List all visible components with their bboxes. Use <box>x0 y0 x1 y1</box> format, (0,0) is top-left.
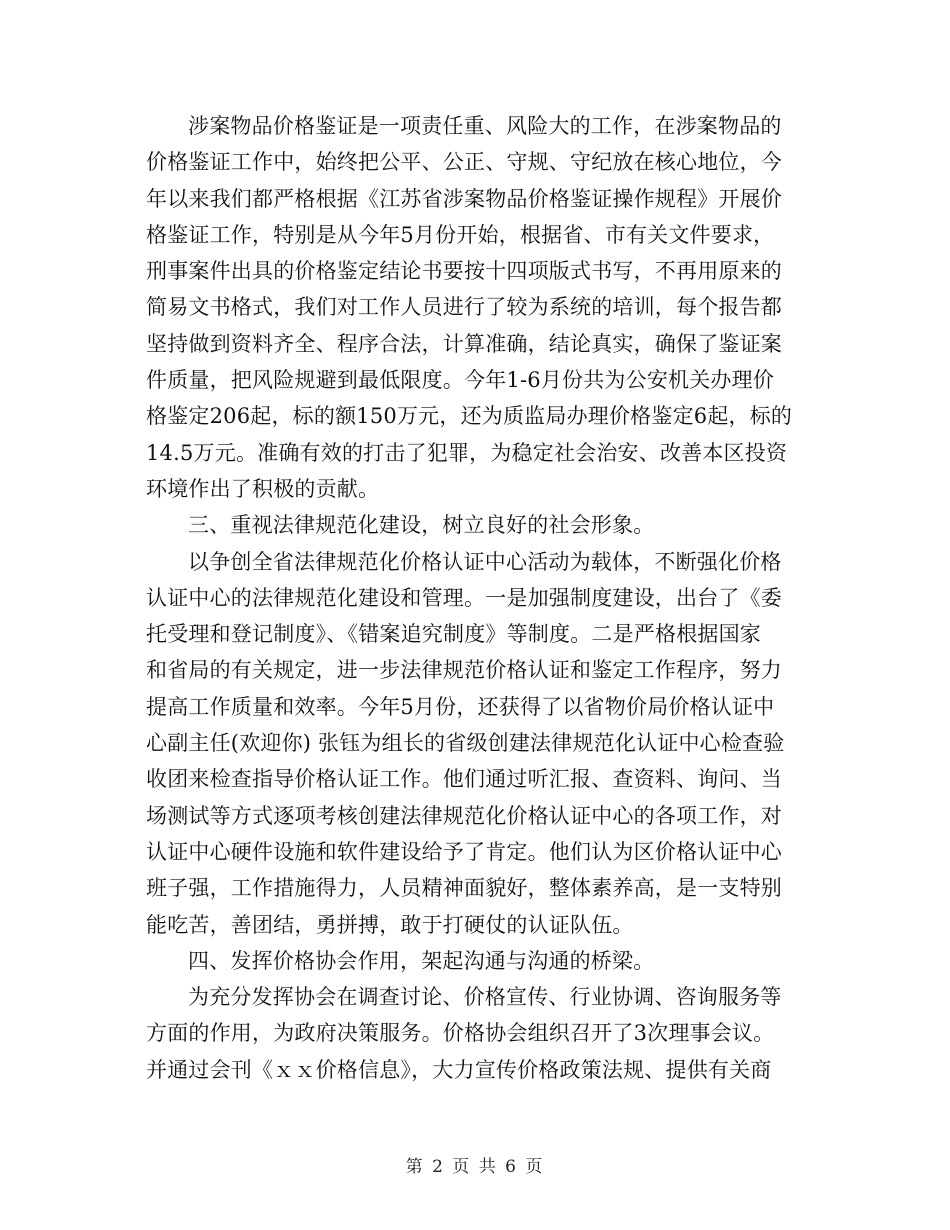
text-line: 件质量，把风险规避到最低限度。今年1-6月份共为公安机关办理价 <box>146 368 775 393</box>
text-line: 涉案物品价格鉴证是一项责任重、风险大的工作，在涉案物品的 <box>188 114 782 138</box>
text-line: 班子强，工作措施得力，人员精神面貌好，整体素养高，是一支特别 <box>146 876 782 901</box>
text-line: 年以来我们都严格根据《江苏省涉案物品价格鉴证操作规程》开展价 <box>146 186 782 211</box>
text-line: 方面的作用，为政府决策服务。价格协会组织召开了3次理事会议。 <box>146 1021 775 1046</box>
text-line: 简易文书格式，我们对工作人员进行了较为系统的培训，每个报告都 <box>146 295 782 320</box>
text-line: 托受理和登记制度》、《错案追究制度》等制度。二是严格根据国家 <box>146 622 761 647</box>
text-line: 为充分发挥协会在调查讨论、价格宣传、行业协调、咨询服务等 <box>188 985 782 1010</box>
text-line: 环境作出了积极的贡献。 <box>146 476 380 501</box>
text-line: 和省局的有关规定，进一步法律规范价格认证和鉴定工作程序，努力 <box>146 658 782 683</box>
document-body <box>146 108 806 1088</box>
text-line: 坚持做到资料齐全、程序合法，计算准确，结论真实，确保了鉴证案 <box>146 331 782 356</box>
text-line: 心副主任(欢迎你) 张钰为组长的省级创建法律规范化认证中心检查验 <box>146 731 785 756</box>
text-line: 格鉴定206起，标的额150万元，还为质监局办理价格鉴定6起，标的 <box>146 404 793 429</box>
text-line: 提高工作质量和效率。今年5月份，还获得了以省物价局价格认证中 <box>146 694 775 719</box>
text-line: 能吃苦，善团结，勇拼搏，敢于打硬仗的认证队伍。 <box>146 912 634 937</box>
text-line: 价格鉴证工作中，始终把公平、公正、守规、守纪放在核心地位，今 <box>146 150 782 175</box>
text-line: 三、重视法律规范化建设，树立良好的社会形象。 <box>188 513 655 538</box>
text-line: 14.5万元。准确有效的打击了犯罪，为稳定社会治安、改善本区投资 <box>146 440 788 465</box>
text-line: 并通过会刊《ｘｘ价格信息》，大力宣传价格政策法规、提供有关商 <box>146 1057 772 1082</box>
text-line: 认证中心的法律规范化建设和管理。一是加强制度建设，出台了《委 <box>146 585 782 610</box>
text-line: 以争创全省法律规范化价格认证中心活动为载体，不断强化价格 <box>188 549 782 574</box>
text-line: 收团来检查指导价格认证工作。他们通过听汇报、查资料、询问、当 <box>146 767 782 792</box>
text-line: 刑事案件出具的价格鉴定结论书要按十四项版式书写，不再用原来的 <box>146 259 782 284</box>
text-line: 格鉴证工作，特别是从今年5月份开始，根据省、市有关文件要求， <box>146 222 775 247</box>
page-footer: 第 2 页 共 6 页 <box>405 1157 545 1177</box>
text-line: 认证中心硬件设施和软件建设给予了肯定。他们认为区价格认证中心 <box>146 839 782 864</box>
text-line: 场测试等方式逐项考核创建法律规范化价格认证中心的各项工作，对 <box>146 803 782 828</box>
text-line: 四、发挥价格协会作用，架起沟通与沟通的桥梁。 <box>188 948 655 973</box>
